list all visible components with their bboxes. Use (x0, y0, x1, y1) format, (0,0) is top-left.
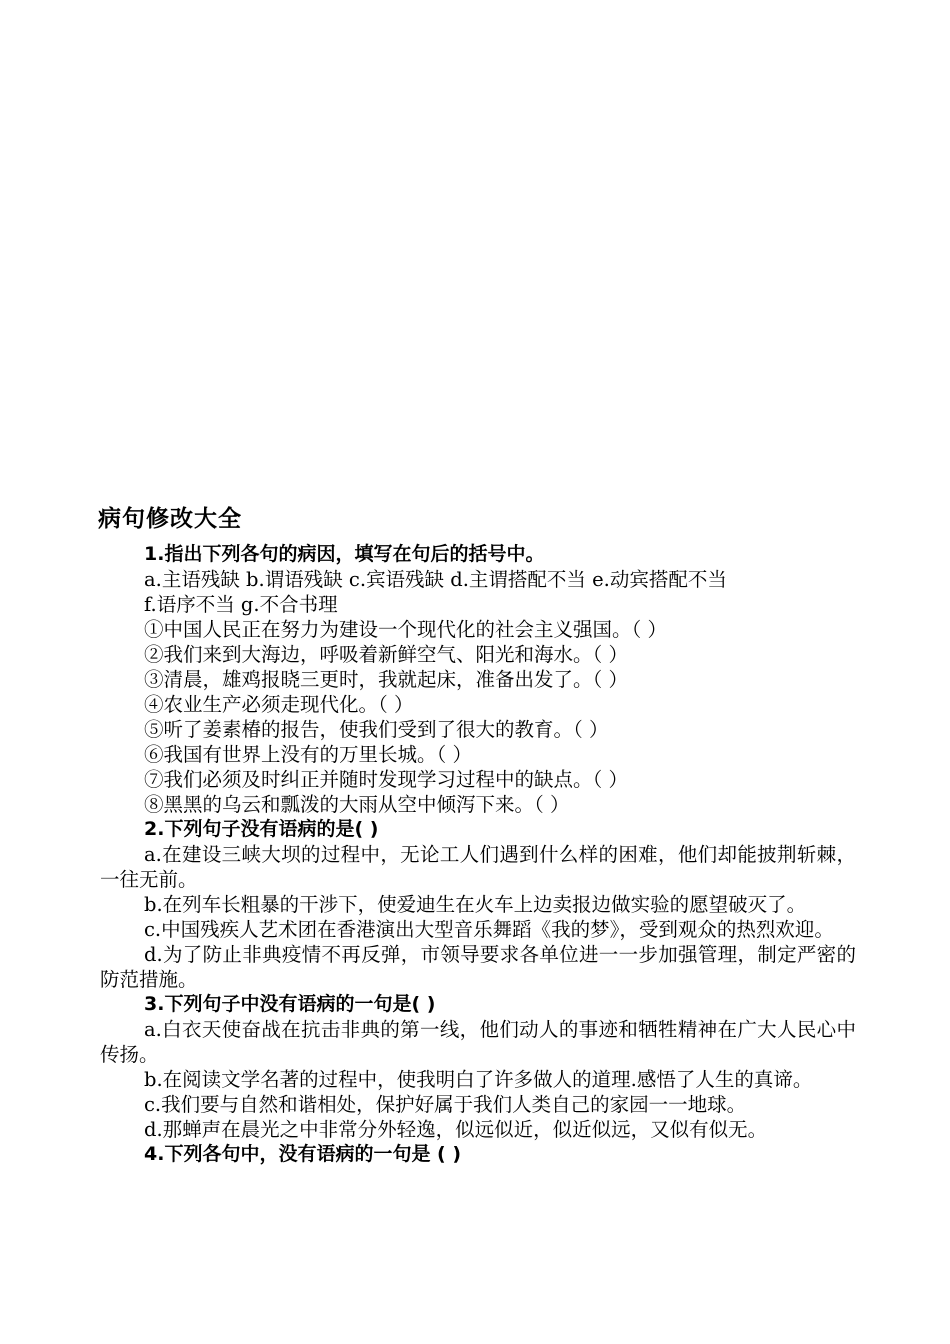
question-1-item: ①中国人民正在努力为建设一个现代化的社会主义强国。（ ） (144, 618, 667, 641)
question-1-options-cont: f.语序不当 g.不合书理 (144, 593, 338, 616)
question-2-heading: 2.下列句子没有语病的是( ) (144, 818, 379, 840)
question-2-option-b: b.在列车长粗暴的干涉下，使爱迪生在火车上边卖报边做实验的愿望破灭了。 (144, 893, 807, 916)
question-1-item: ③清晨，雄鸡报晓三更时，我就起床，准备出发了。（ ） (144, 668, 628, 691)
question-3-option-a: a.白衣天使奋战在抗击非典的第一线，他们动人的事迹和牺牲精神在广大人民心中传扬。 (100, 1018, 856, 1066)
question-2-option-a: a.在建设三峡大坝的过程中，无论工人们遇到什么样的困难，他们却能披荆斩棘，一往无前。 (100, 843, 856, 891)
question-1-item: ⑧黑黑的乌云和瓢泼的大雨从空中倾泻下来。（ ） (144, 793, 570, 816)
question-1-item: ②我们来到大海边，呼吸着新鲜空气、阳光和海水。（ ） (144, 643, 628, 666)
question-4-heading: 4.下列各句中，没有语病的一句是 ( ) (144, 1143, 462, 1165)
question-3-option-b: b.在阅读文学名著的过程中，使我明白了许多做人的道理.感悟了人生的真谛。 (144, 1068, 813, 1091)
question-3-option-c: c.我们要与自然和谐相处，保护好属于我们人类自己的家园一一地球。 (144, 1093, 747, 1116)
question-1-item: ⑦我们必须及时纠正并随时发现学习过程中的缺点。（ ） (144, 768, 628, 791)
question-3-option-d: d.那蝉声在晨光之中非常分外轻逸，似远似近，似近似远，又似有似无。 (144, 1118, 768, 1141)
question-2-option-d: d.为了防止非典疫情不再反弹，市领导要求各单位进一一步加强管理，制定严密的防范措施。 (100, 943, 856, 991)
page-title: 病句修改大全 (98, 506, 242, 532)
question-3-heading: 3.下列句子中没有语病的一句是( ) (144, 993, 436, 1015)
question-1-item: ④农业生产必须走现代化。（ ） (144, 693, 414, 716)
question-1-options: a.主语残缺 b.谓语残缺 c.宾语残缺 d.主谓搭配不当 e.动宾搭配不当 (144, 568, 727, 591)
question-2-option-c: c.中国残疾人艺术团在香港演出大型音乐舞蹈《我的梦》，受到观众的热烈欢迎。 (144, 918, 834, 941)
question-1-heading: 1.指出下列各句的病因，填写在句后的括号中。 (144, 543, 545, 565)
document-body (100, 542, 856, 1167)
question-1-item: ⑥我国有世界上没有的万里长城。（ ） (144, 743, 472, 766)
question-1-item: ⑤听了姜素椿的报告，使我们受到了很大的教育。（ ） (144, 718, 609, 741)
